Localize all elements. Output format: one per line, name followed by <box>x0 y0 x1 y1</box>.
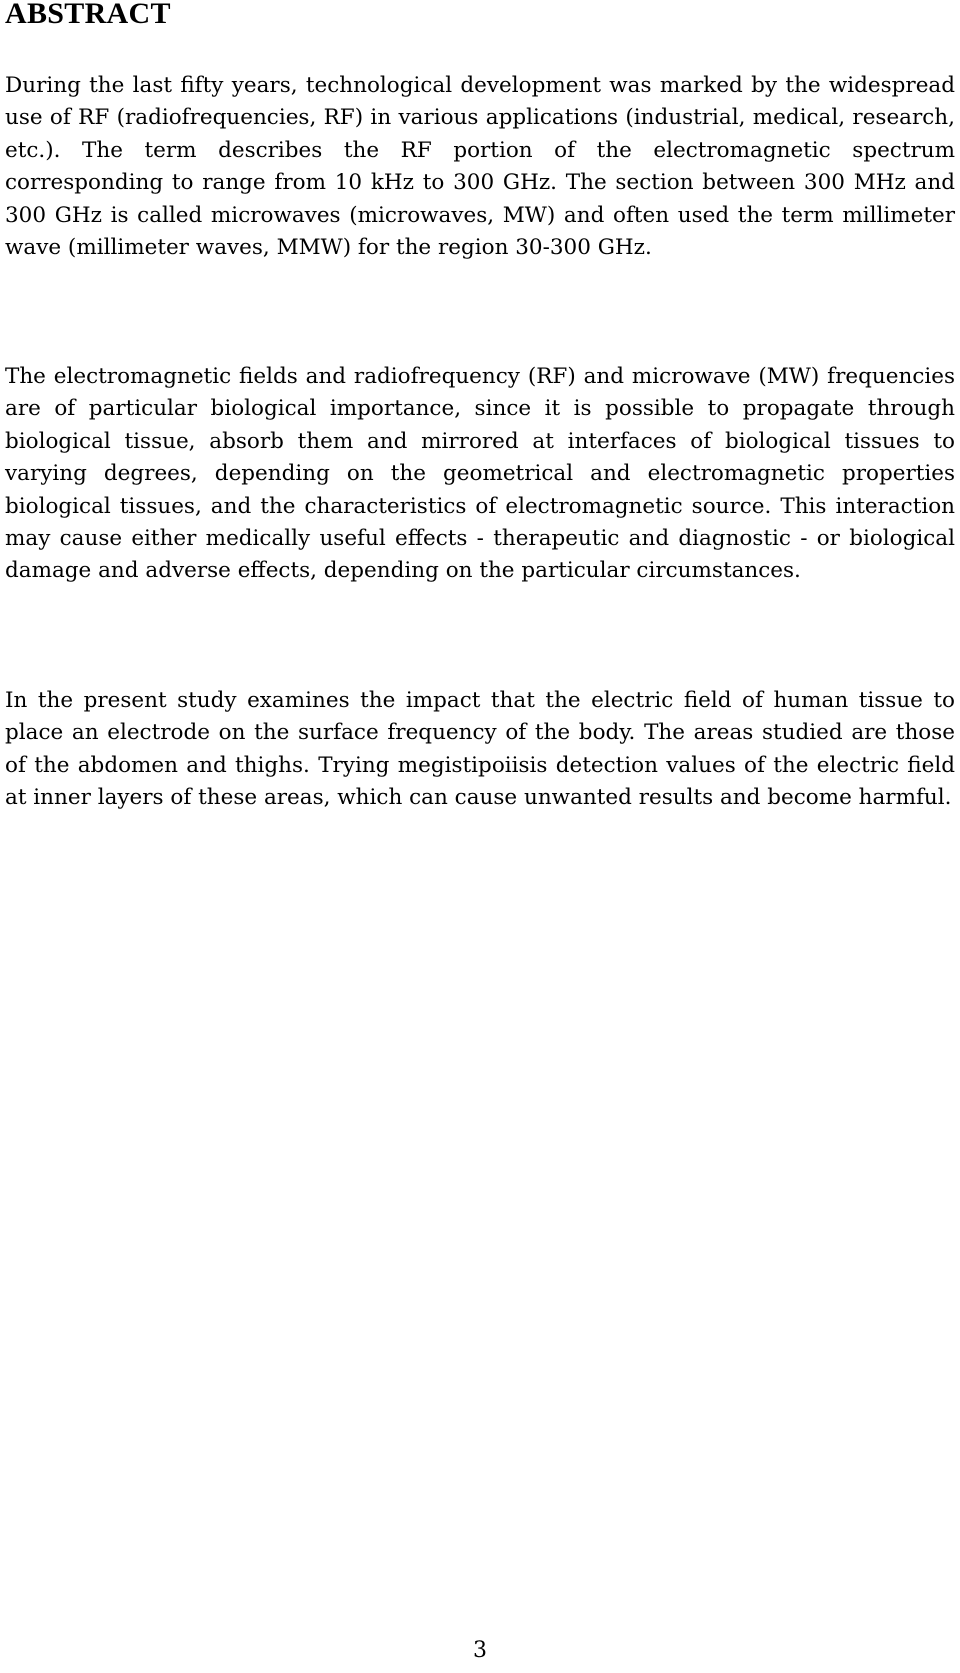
abstract-paragraph-2: The electromagnetic fields and radiofrequency (RF) and microwave (MW) frequencies are of particular biological importance, since it is possible to propagate through biological tissue, absorb them and mirrored at interfaces of biological tissues to varying degrees, depending on the geometrical and electromagnetic properties biological tissues, and the characteristics of electromagnetic source. This interaction may cause either medically useful effects - therapeutic and diagnostic - or biological damage and adverse effects, depending on the particular circumstances. <box>5 364 955 584</box>
abstract-heading: ABSTRACT <box>5 0 171 30</box>
abstract-paragraph-1: During the last fifty years, technological development was marked by the widespread use of RF (radiofrequencies, RF) in various applications (industrial, medical, research, etc.). The term describes the RF portion of the electromagnetic spectrum corresponding to range from 10 kHz to 300 GHz. The section between 300 MHz and 300 GHz is called microwaves (microwaves, MW) and often used the term millimeter wave (millimeter waves, MMW) for the region 30-300 GHz. <box>5 73 955 261</box>
abstract-paragraph-3: In the present study examines the impact that the electric field of human tissue to place an electrode on the surface frequency of the body. The areas studied are those of the abdomen and thighs. Trying megistipoiisis detection values of the electric field at inner layers of these areas, which can cause unwanted results and become harmful. <box>5 688 955 811</box>
page-number: 3 <box>473 1638 487 1663</box>
